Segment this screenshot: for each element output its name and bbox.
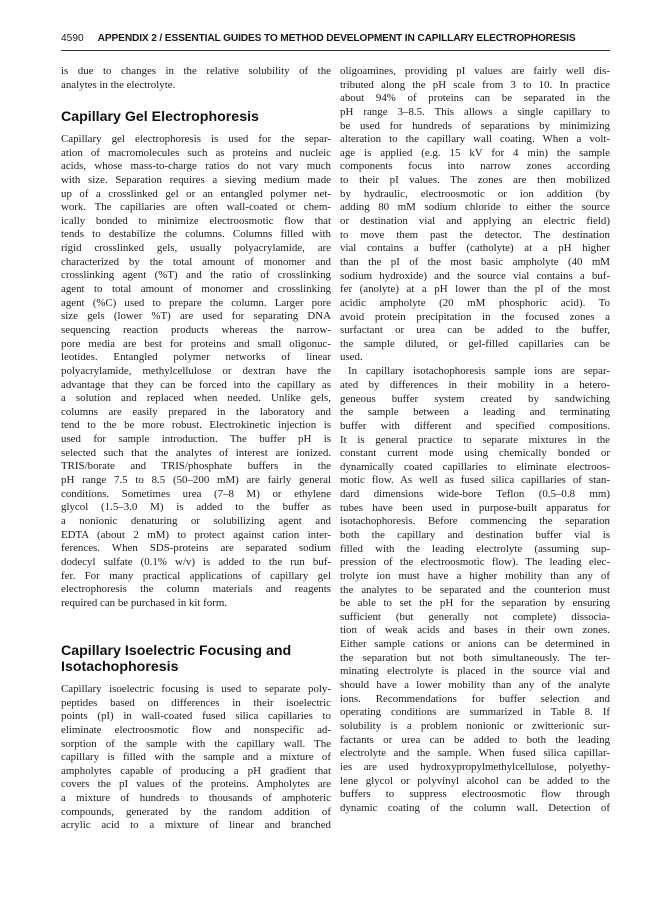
text-line: rigid crosslinked gels, usually polyacrylamide, are [61,242,331,255]
text-line: acrylic acid to a mixture of linear and branched [61,819,331,832]
text-line: a mixture of hundreds to thousands of amphoteric [61,792,331,805]
text-line: ampholytes capable of producing a pH gradient that [61,764,331,777]
section-heading-ief-line1: Capillary Isoelectric Focusing and [61,643,292,659]
text-line: should have a lower mobility than any of the analyte [340,679,610,692]
text-line: filled with the leading electrolyte (assuming sup- [340,542,610,555]
text-line: conditions. Sometimes urea (7–8 M) or ethylene [61,487,331,500]
text-line: used. [340,351,363,364]
text-line: operating conditions are summarized in Table 8. If [340,706,610,719]
text-line: than the pI of the most basic ampholyte (40 mM [340,255,610,268]
text-line: polyacrylamide, methylcellulose or dextran have the [61,364,331,377]
text-line: alteration to the capillary wall coating. When a volt- [340,133,610,146]
text-line: work. The capillaries are often wall-coated or chem- [61,201,331,214]
section-heading-gel: Capillary Gel Electrophoresis [61,109,259,125]
text-line: the separation but not both simultaneously. The ter- [340,651,610,664]
text-line: solubility is a problem nonionic or zwitterionic sur- [340,719,610,732]
text-line: acidic ampholyte (20 mM phosphoric acid). To [340,296,610,309]
text-line: columns are easily prepared in the laboratory and [61,405,331,418]
text-line: tributed along the pH scale from 3 to 10. In practice [340,78,610,91]
text-line: adding 80 mM sodium chloride to either the source [340,201,610,214]
text-line: fer (anolyte) at a pH lower than the pI of the most [340,283,610,296]
text-line: tubes have been used in purpose-built apparatus for [340,501,610,514]
text-line: the sample between a leading and terminating [340,406,610,419]
text-line: used for sample introduction. The buffer pH is [61,433,331,446]
text-line: sodium hydroxide) and the source vial contains a buf- [340,269,610,282]
text-line: agent (%C) used to prepare the column. Larger pore [61,296,331,309]
text-line: glycol (1.5–3.0 M) is added to the buffer as [61,501,331,514]
paragraph-intro [61,65,331,92]
text-line: by hydraulic, electroosmotic or ion addition (by [340,187,610,200]
text-line: a nonionic denaturing or solubilizing agent and [61,514,331,527]
text-line: buffers to suppress electroosmotic flow through [340,788,610,801]
text-line: ions. Recommendations for buffer selection and [340,692,610,705]
text-line: both the capillary and destination buffer vial is [340,528,610,541]
text-line: components focus into narrow zones according [340,160,610,173]
text-line: to move them past the detector. The destination [340,228,610,241]
text-line: Capillary isoelectric focusing is used to separate poly- [61,683,331,695]
paragraph-ief-continued [340,65,610,365]
text-line: be used for hundreds of separations by minimizing [340,119,610,132]
text-line: compounds, generated by the random addition of [61,805,331,818]
text-line: ferences. When SDS-proteins are separated sodium [61,542,331,555]
text-line: capillary is filled with the sample and a mixture of [61,751,331,764]
header-rule [61,50,610,51]
text-line: pH range 7.5 to 8.5 (50–200 mM) are fairly general [61,474,331,487]
text-line: tend to the be more robust. Electrokinetic injection is [61,419,331,432]
section-heading-ief-line2: Isotachophoresis [61,659,179,675]
text-line: ated by differences in their mobility in a hetero- [340,378,610,391]
text-line: tion of weak acids and bases in their own zones. [340,624,610,637]
text-line: It is general practice to separate mixtures in the [340,433,610,446]
text-line: sorption of the sample with the capillary wall. The [61,737,331,750]
text-line: pression of the electroosmotic flow). The leading elec- [340,556,610,569]
text-line: motic flow. As well as fused silica capillaries of stan- [340,474,610,487]
text-line: buffer with different and specified compositions. [340,419,610,432]
text-line: In capillary isotachophoresis sample ions are separ- [348,365,610,378]
text-line: crosslinking agent (%T) and the ratio of crosslinking [61,269,331,282]
text-line: with size. Separation requires a sieving medium made [61,173,331,186]
text-line: up of a crosslinked gel or an entangled polymer net- [61,187,331,200]
paragraph-isotachophoresis [340,365,610,815]
text-line: about 94% of proteins can be separated in the [340,92,610,105]
text-line: points (pI) in wall-coated fused silica capillaries to [61,710,331,723]
text-line: electrophoresis the column materials and reagents [61,583,331,596]
text-line: Either sample cations or anions can be determined in [340,638,610,651]
text-line: sequencing reaction products whereas the narrow- [61,323,331,336]
text-line: dynamically coated capillaries to eliminate electroos- [340,460,610,473]
running-title: APPENDIX 2 / ESSENTIAL GUIDES TO METHOD DEVELOPMENT IN CAPILLARY ELECTROPHORESIS [97,33,576,44]
text-line: EDTA (about 2 mM) to protect against cation inter- [61,528,331,541]
text-line: leotides. Entangled polymer networks of linear [61,351,331,364]
text-line: agent to total amount of monomer and crosslinking [61,283,331,296]
text-line: to their pI values. The zones are then mobilized [340,174,610,187]
text-line: Capillary gel electrophoresis is used for the separ- [61,133,331,145]
text-line: ies are used hydroxypropylmethylcellulose, polyethy- [340,760,610,773]
text-line: size gels (lower %T) are used for separating DNA [61,310,331,323]
text-line: ically bonded to minimize electroosmotic flow that [61,214,331,227]
text-line: acids, whose mass-to-charge ratios do not vary much [61,160,331,173]
paragraph-ief [61,683,331,833]
text-line: analytes in the electrolyte. [61,78,176,91]
text-line: sufficient (but generally not complete) dissocia- [340,610,610,623]
text-line: geneous buffer system created by sandwiching [340,392,610,405]
text-line: or destination vial and applying an electric field) [340,215,610,228]
text-line: is due to changes in the relative solubility of the [61,65,331,77]
text-line: lene glycol or polyvinyl alcohol can be added to the [340,774,610,787]
text-line: dodecyl sulfate (0.1% w/v) is added to the run buf- [61,555,331,568]
text-line: TRIS/borate and TRIS/phosphate buffers in the [61,460,331,473]
text-line: characterized by the total amount of monomer and [61,255,331,268]
text-line: advantage that they can be forced into the capillary as [61,378,331,391]
text-line: surfactant or urea can be added to the buffer, [340,324,610,337]
text-line: selected such that the analytes of interest are ionized. [61,446,331,459]
text-line: the sample diluted, or gel-filled capillaries can be [340,337,610,350]
text-line: tends to destabilize the columns. Columns filled with [61,228,331,241]
text-line: vial contains a buffer (catholyte) at a pH higher [340,242,610,255]
text-line: age is applied (e.g. 15 kV for 4 min) the sample [340,146,610,159]
text-line: fer. For many practical applications of capillary gel [61,569,331,582]
page-number: 4590 [61,33,84,44]
text-line: oligoamines, providing pI values are fairly well dis- [340,65,610,77]
text-line: avoid protein precipitation in the focused zones a [340,310,610,323]
text-line: isotachophoresis. Before commencing the separation [340,515,610,528]
text-line: required can be purchased in kit form. [61,596,228,609]
text-line: electrolyte and the sample. When fused silica capillar- [340,747,610,760]
paragraph-gel [61,133,331,610]
text-line: the analytes to be separated and the counterion must [340,583,610,596]
text-line: pore media are best for proteins and small oligonuc- [61,337,331,350]
text-line: peptides based on differences in their isoelectric [61,696,331,709]
text-line: ation of macromolecules such as proteins and nucleic [61,146,331,159]
text-line: covers the pI values of the proteins. Ampholytes are [61,778,331,791]
text-line: pH range 3–8.5. This allows a single capillary to [340,105,610,118]
text-line: dynamic coating of the column wall. Detection of [340,801,610,814]
text-line: be able to set the pH for the separation by ensuring [340,597,610,610]
text-line: a solution and replaced when needed. Unlike gels, [61,392,331,405]
text-line: trolyte ion must have a higher mobility than any of [340,569,610,582]
text-line: dard dimensions wide-bore Teflon (0.5–0.8 mm) [340,488,610,501]
text-line: constant current mode using chemically bonded or [340,447,610,460]
text-line: minating electrolyte is placed in the source vial and [340,665,610,678]
text-line: eliminate electroosmotic flow and nonspecific ad- [61,723,331,736]
running-header [61,33,610,44]
text-line: factants or urea can be added to both the leading [340,733,610,746]
